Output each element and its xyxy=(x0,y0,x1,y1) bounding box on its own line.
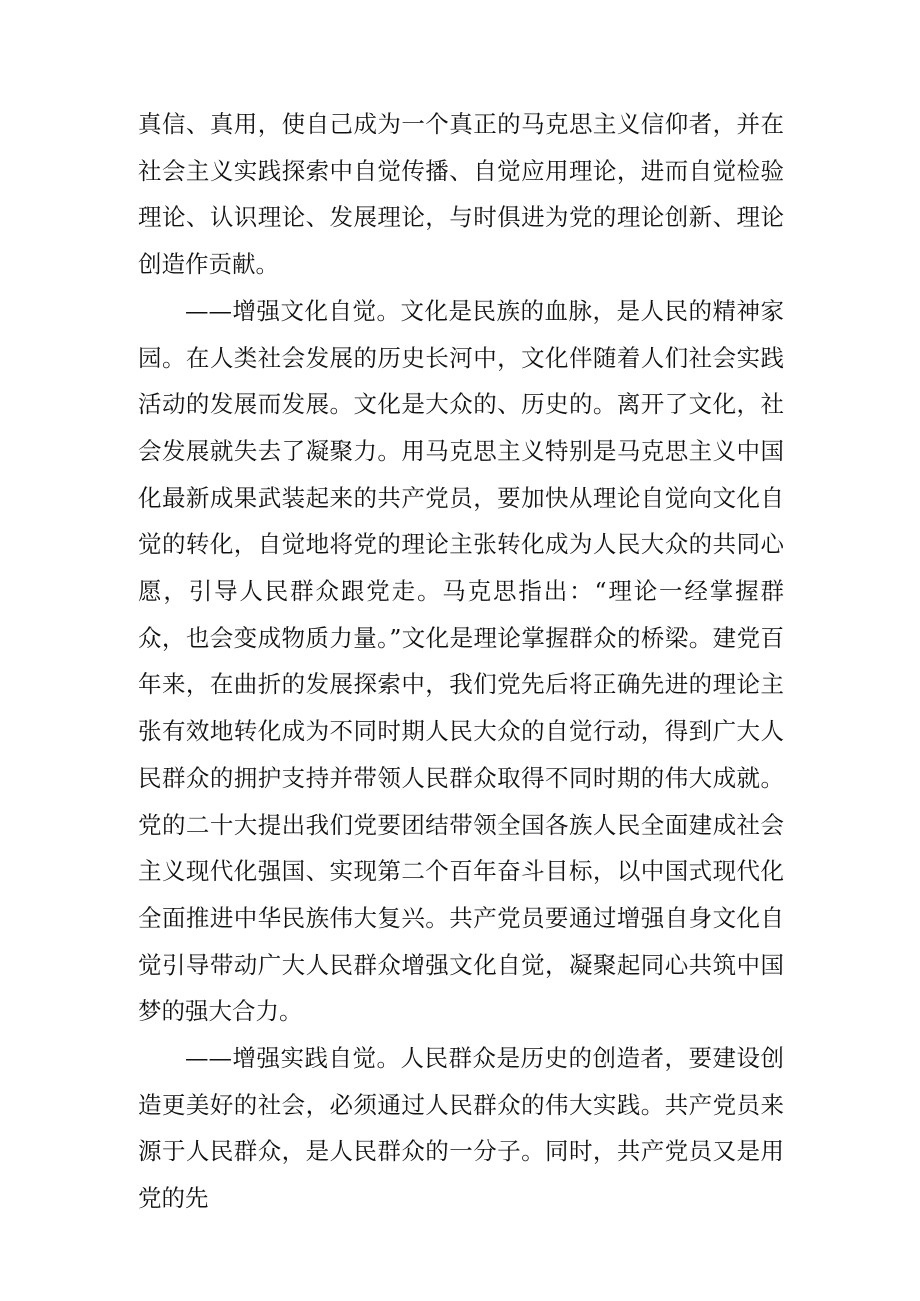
paragraph-cultural-awareness: ——增强文化自觉。文化是民族的血脉，是人民的精神家园。在人类社会发展的历史长河中，文化伴随着人们社会实践活动的发展而发展。文化是大众的、历史的。离开了文化，社会发展就失去了凝聚力。用马克思主义特别是马克思主义中国化最新成果武装起来的共产党员，要加快从理论自觉向文化自觉的转化，自觉地将党的理论主张转化成为人民大众的共同心愿，引导人民群众跟党走。马克思指出：“理论一经掌握群众，也会变成物质力量。”文化是理论掌握群众的桥梁。建党百年来，在曲折的发展探索中，我们党先后将正确先进的理论主张有效地转化成为不同时期人民大众的自觉行动，得到广大人民群众的拥护支持并带领人民群众取得不同时期的伟大成就。党的二十大提出我们党要团结带领全国各族人民全面建成社会主义现代化强国、实现第二个百年奋斗目标，以中国式现代化全面推进中华民族伟大复兴。共产党员要通过增强自身文化自觉引导带动广大人民群众增强文化自觉，凝聚起同心共筑中国梦的强大合力。 xyxy=(138,296,784,1026)
paragraph-continuation: 真信、真用，使自己成为一个真正的马克思主义信仰者，并在社会主义实践探索中自觉传播、自觉应用理论，进而自觉检验理论、认识理论、发展理论，与时俱进为党的理论创新、理论创造作贡献。 xyxy=(138,110,784,279)
document-page xyxy=(138,101,784,1222)
paragraph-practice-awareness: ——增强实践自觉。人民群众是历史的创造者，要建设创造更美好的社会，必须通过人民群众的伟大实践。共产党员来源于人民群众，是人民群众的一分子。同时，共产党员又是用党的先 xyxy=(138,1044,784,1213)
